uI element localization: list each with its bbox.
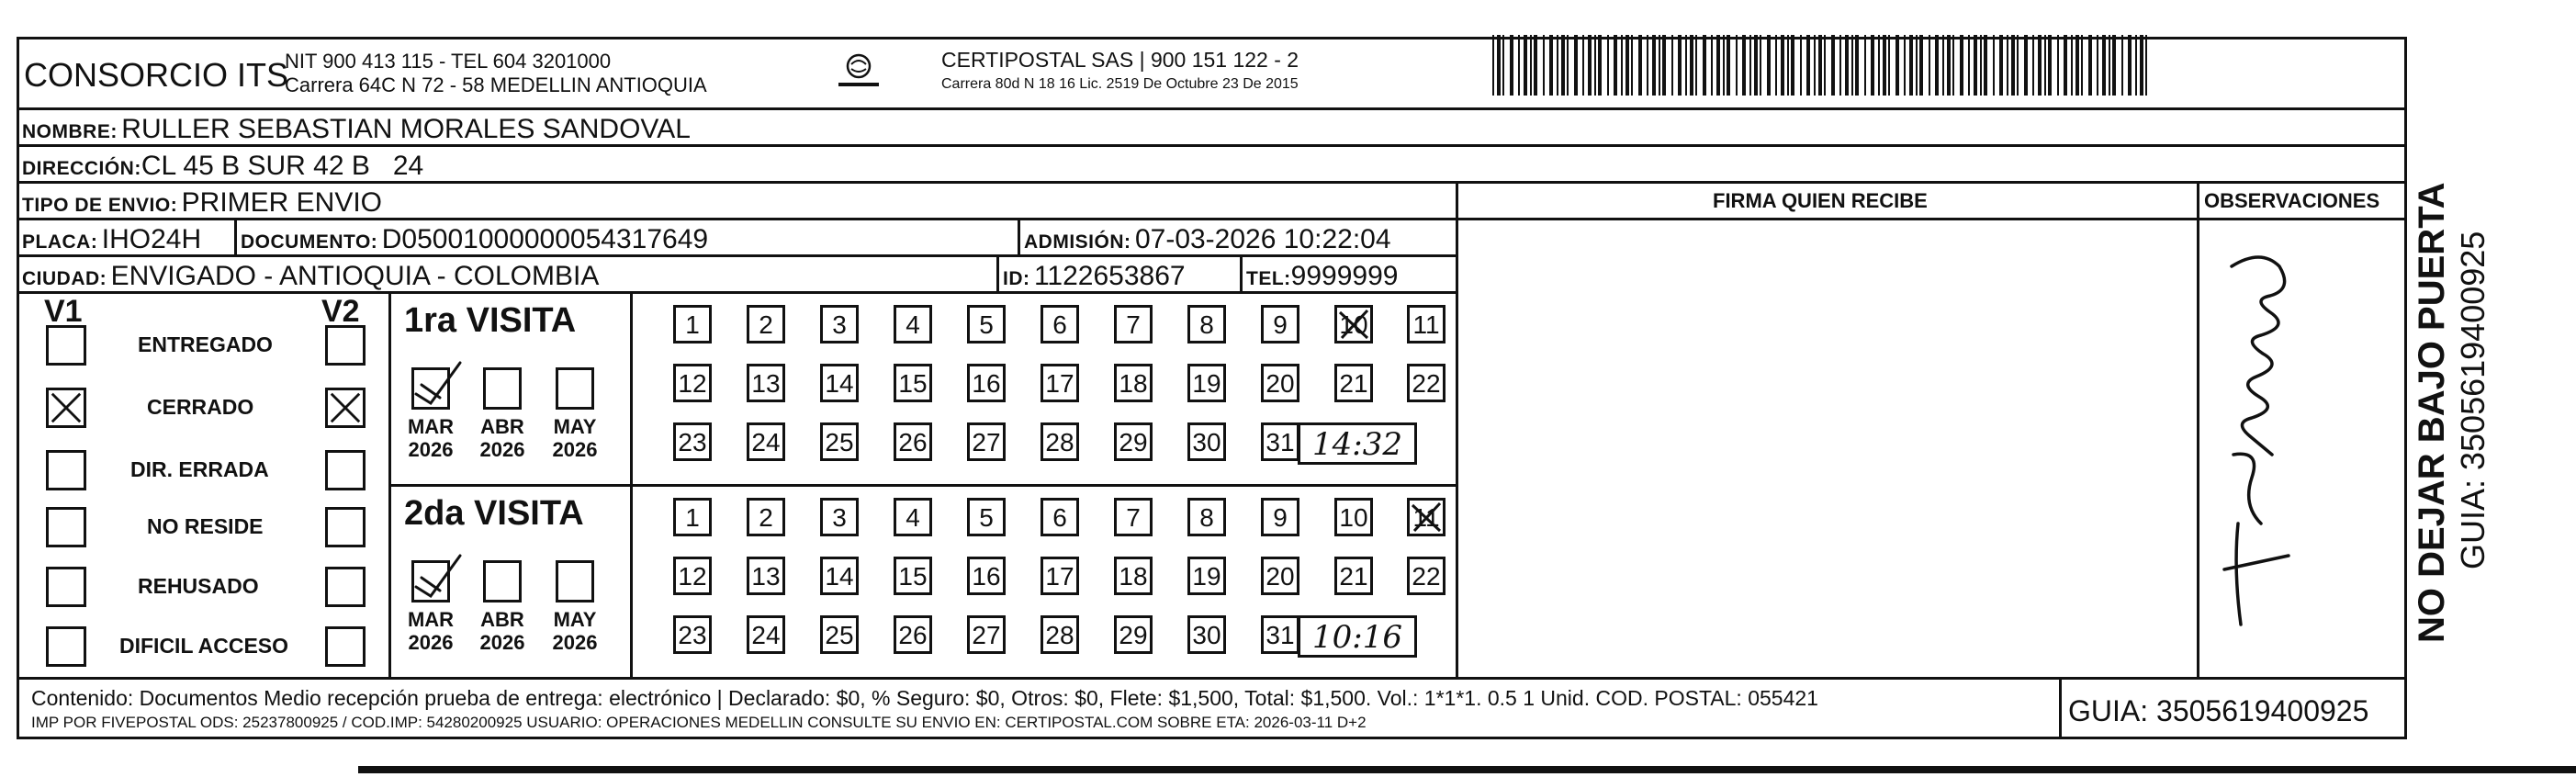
observaciones-header: OBSERVACIONES [2204, 189, 2380, 212]
first-visit-day-box[interactable]: 26 [894, 422, 932, 461]
barcode-bar [2071, 35, 2073, 96]
first-visit-day-box[interactable]: 6 [1041, 305, 1079, 343]
barcode-bar [1685, 35, 1687, 96]
first-visit-month-label: ABR 2026 [479, 415, 525, 462]
barcode-bar [1952, 35, 1954, 96]
barcode-bar [1754, 35, 1758, 96]
barcode-bar [2102, 35, 2106, 96]
tipo-value: PRIMER ENVIO [181, 187, 383, 218]
barcode-bar [1567, 35, 1569, 96]
v2-label: V2 [321, 294, 360, 329]
certipostal-logo [831, 46, 886, 101]
second-visit-month-checkbox[interactable] [483, 560, 522, 602]
first-visit-month-checkbox[interactable] [411, 367, 450, 410]
barcode-bar [1502, 35, 1504, 96]
second-visit-day-box[interactable]: 23 [673, 615, 712, 654]
first-visit-day-box[interactable]: 24 [747, 422, 785, 461]
handwritten-signature [2206, 239, 2316, 661]
barcode-bar [1607, 35, 1609, 96]
first-visit-month-checkbox[interactable] [556, 367, 594, 410]
first-visit-day-box[interactable]: 25 [820, 422, 859, 461]
barcode-bar [1839, 35, 1841, 96]
second-visit-day-box[interactable]: 30 [1187, 615, 1226, 654]
second-visit-day-box[interactable]: 24 [747, 615, 785, 654]
second-visit-day-box[interactable]: 19 [1187, 557, 1226, 595]
status-option-label: REHUSADO [138, 574, 259, 598]
barcode-bar [1549, 35, 1553, 96]
id-row: ID: 1122653867 [1003, 261, 1186, 291]
barcode-bar [1518, 35, 1520, 96]
barcode-bar [1775, 35, 1777, 96]
v2-checkbox[interactable] [325, 325, 366, 366]
barcode-bar [2057, 35, 2059, 96]
first-visit-day-box[interactable]: 4 [894, 305, 932, 343]
first-visit-day-box[interactable]: 2 [747, 305, 785, 343]
barcode-bar [1662, 35, 1666, 96]
barcode-bar [2075, 35, 2079, 96]
barcode-bar [1999, 35, 2003, 96]
barcode-bar [1695, 35, 1697, 96]
second-visit-day-box[interactable]: 26 [894, 615, 932, 654]
barcode-bar [1561, 35, 1565, 96]
second-visit-day-box[interactable]: 12 [673, 557, 712, 595]
second-visit-month-label: MAY 2026 [552, 608, 598, 655]
barcode-bar [1621, 35, 1623, 96]
barcode-bar [2081, 35, 2083, 96]
first-visit-day-box[interactable]: 8 [1187, 305, 1226, 343]
barcode-bar [1638, 35, 1642, 96]
barcode-bar [1993, 35, 1995, 96]
bottom-rule [358, 766, 2576, 773]
second-visit-day-box[interactable]: 17 [1041, 557, 1079, 595]
first-visit-day-box[interactable]: 15 [894, 364, 932, 402]
barcode-bar [2044, 35, 2046, 96]
second-visit-day-box[interactable]: 31 [1261, 615, 1299, 654]
company-nit: NIT 900 413 115 - TEL 604 3201000 [285, 50, 612, 73]
first-visit-day-selected[interactable]: 10 [1334, 305, 1373, 343]
barcode-bar [1760, 35, 1761, 96]
barcode-bar [1767, 35, 1771, 96]
ciudad-row: CIUDAD: ENVIGADO - ANTIOQUIA - COLOMBIA [22, 261, 600, 291]
barcode-bar [1703, 35, 1706, 96]
tel-row: TEL:9999999 [1246, 261, 1399, 291]
barcode-bar [1659, 35, 1660, 96]
second-visit-month-label: ABR 2026 [479, 608, 525, 655]
second-visit-day-box[interactable]: 27 [967, 615, 1006, 654]
barcode-bar [1935, 35, 1939, 96]
operator-address: Carrera 80d N 18 16 Lic. 2519 De Octubre 23 De 2015 [941, 76, 1299, 92]
barcode-bar [1530, 35, 1532, 96]
second-visit-month-label: MAR 2026 [407, 608, 455, 655]
footer-guia: GUIA: 3505619400925 [2068, 694, 2369, 727]
barcode-bar [2017, 35, 2019, 96]
company-address: Carrera 64C N 72 - 58 MEDELLIN ANTIOQUIA [285, 73, 707, 96]
barcode-bar [1806, 35, 1810, 96]
company-name: CONSORCIO ITS [24, 56, 289, 94]
first-visit-month-checkbox[interactable] [483, 367, 522, 410]
v1-checkbox[interactable] [46, 325, 86, 366]
first-visit-day-box[interactable]: 14 [820, 364, 859, 402]
second-visit-day-box[interactable]: 16 [967, 557, 1006, 595]
barcode-bar [1652, 35, 1656, 96]
second-visit-day-box[interactable]: 9 [1261, 498, 1299, 536]
barcode-bar [1742, 35, 1746, 96]
barcode-bar [1497, 35, 1501, 96]
operator-name: CERTIPOSTAL SAS | 900 151 122 - 2 [941, 48, 1299, 72]
first-visit-month-label: MAR 2026 [407, 415, 455, 462]
barcode-bar [1594, 35, 1596, 96]
direccion-value: CL 45 B SUR 42 B 24 [141, 151, 424, 181]
barcode-bar [1942, 35, 1944, 96]
second-visit-day-box[interactable]: 22 [1407, 557, 1445, 595]
barcode-bar [1851, 35, 1853, 96]
second-visit-day-box[interactable]: 3 [820, 498, 859, 536]
v2-checkbox[interactable] [325, 567, 366, 607]
documento-row: DOCUMENTO: D05001000000054317649 [241, 224, 709, 254]
barcode-bar [1916, 35, 1918, 96]
barcode-bar [2145, 35, 2147, 96]
barcode-bar [1984, 35, 1987, 96]
barcode-bar [1883, 35, 1886, 96]
barcode-bar [2038, 35, 2042, 96]
barcode-bar [2064, 35, 2067, 96]
barcode-bar [1524, 35, 1527, 96]
first-visit-day-box[interactable]: 16 [967, 364, 1006, 402]
id-value: 1122653867 [1033, 261, 1186, 291]
second-visit-title: 2da VISITA [404, 494, 584, 533]
barcode-bar [2140, 35, 2143, 96]
barcode-bar [1845, 35, 1849, 96]
barcode-bar [1824, 35, 1826, 96]
v1-checkbox[interactable] [46, 507, 86, 547]
barcode-bar [1947, 35, 1951, 96]
barcode-bar [1871, 35, 1874, 96]
second-visit-day-box[interactable]: 5 [967, 498, 1006, 536]
barcode-bar [1574, 35, 1578, 96]
barcode-bar [1888, 35, 1890, 96]
first-visit-day-box[interactable]: 23 [673, 422, 712, 461]
first-visit-day-box[interactable]: 1 [673, 305, 712, 343]
barcode-bar [2048, 35, 2052, 96]
barcode-bar [1864, 35, 1866, 96]
first-visit-day-box[interactable]: 5 [967, 305, 1006, 343]
second-visit-day-box[interactable]: 8 [1187, 498, 1226, 536]
barcode-bar [1534, 35, 1537, 96]
v1-checkbox[interactable] [46, 388, 86, 428]
side-guia-text: GUIA: 3505619400925 [2454, 231, 2492, 569]
first-visit-day-box[interactable]: 29 [1114, 422, 1153, 461]
contenido-text: Contenido: Documentos Medio recepción prueba de entrega: electrónico | Declarado: $0, % Seguro: $0, Otros: $0, Flete: $1,500, Total: $1,500. Vol.: 1*1*1. 0.5 1 Unid. COD. POSTAL: 055421 [31, 686, 1818, 710]
first-visit-day-box[interactable]: 3 [820, 305, 859, 343]
barcode-bar [1588, 35, 1592, 96]
first-visit-day-box[interactable]: 19 [1187, 364, 1226, 402]
v1-checkbox[interactable] [46, 626, 86, 667]
tel-value: 9999999 [1290, 261, 1399, 291]
status-option-label: DIR. ERRADA [130, 457, 269, 481]
second-visit-time[interactable]: 10:16 [1298, 615, 1417, 658]
second-visit-month-checkbox[interactable] [556, 560, 594, 602]
first-visit-title: 1ra VISITA [404, 301, 577, 340]
barcode-bar [1736, 35, 1738, 96]
first-visit-day-box[interactable]: 22 [1407, 364, 1445, 402]
first-visit-day-box[interactable]: 11 [1407, 305, 1445, 343]
barcode-bar [1878, 35, 1880, 96]
barcode-bar [1919, 35, 1923, 96]
barcode [1492, 35, 2152, 96]
barcode-bar [1582, 35, 1584, 96]
nombre-value: RULLER SEBASTIAN MORALES SANDOVAL [121, 114, 691, 144]
barcode-bar [2109, 35, 2110, 96]
tipo-row: TIPO DE ENVIO: PRIMER ENVIO [22, 187, 383, 218]
second-visit-day-box[interactable]: 14 [820, 557, 859, 595]
first-visit-day-box[interactable]: 21 [1334, 364, 1373, 402]
barcode-bar [2128, 35, 2132, 96]
barcode-bar [1631, 35, 1633, 96]
status-option-label: DIFICIL ACCESO [119, 634, 289, 658]
second-visit-day-selected[interactable]: 11 [1407, 498, 1445, 536]
barcode-bar [1723, 35, 1725, 96]
v2-checkbox[interactable] [325, 626, 366, 667]
barcode-bar [2032, 35, 2034, 96]
barcode-bar [1791, 35, 1794, 96]
second-visit-day-box[interactable]: 15 [894, 557, 932, 595]
first-visit-day-box[interactable]: 7 [1114, 305, 1153, 343]
barcode-bar [1781, 35, 1784, 96]
barcode-bar [1929, 35, 1930, 96]
barcode-bar [1510, 35, 1513, 96]
first-visit-day-box[interactable]: 28 [1041, 422, 1079, 461]
barcode-bar [1831, 35, 1835, 96]
barcode-bar [1968, 35, 1970, 96]
barcode-bar [1909, 35, 1913, 96]
barcode-bar [2011, 35, 2015, 96]
barcode-bar [1960, 35, 1963, 96]
second-visit-day-box[interactable]: 20 [1261, 557, 1299, 595]
barcode-bar [1818, 35, 1822, 96]
second-visit-day-box[interactable]: 18 [1114, 557, 1153, 595]
first-visit-day-box[interactable]: 20 [1261, 364, 1299, 402]
first-visit-day-box[interactable]: 9 [1261, 305, 1299, 343]
second-visit-day-box[interactable]: 1 [673, 498, 712, 536]
barcode-bar [1647, 35, 1648, 96]
admision-row: ADMISIÓN: 07-03-2026 10:22:04 [1024, 224, 1391, 254]
barcode-bar [1895, 35, 1899, 96]
second-visit-day-box[interactable]: 28 [1041, 615, 1079, 654]
barcode-bar [1614, 35, 1617, 96]
barcode-bar [1543, 35, 1545, 96]
second-visit-day-box[interactable]: 10 [1334, 498, 1373, 536]
barcode-bar [1814, 35, 1816, 96]
no-dejar-text: NO DEJAR BAJO PUERTA [2412, 182, 2452, 643]
barcode-bar [1800, 35, 1802, 96]
second-visit-day-box[interactable]: 25 [820, 615, 859, 654]
documento-value: D05001000000054317649 [381, 224, 709, 254]
v2-checkbox[interactable] [325, 388, 366, 428]
barcode-bar [1980, 35, 1982, 96]
barcode-bar [1904, 35, 1906, 96]
barcode-bar [2121, 35, 2123, 96]
first-visit-day-box[interactable]: 18 [1114, 364, 1153, 402]
barcode-bar [1974, 35, 1977, 96]
direccion-row: DIRECCIÓN:CL 45 B SUR 42 B 24 [22, 151, 424, 181]
first-visit-month-label: MAY 2026 [552, 415, 598, 462]
first-visit-day-box[interactable]: 30 [1187, 422, 1226, 461]
admision-value: 07-03-2026 10:22:04 [1134, 224, 1391, 254]
barcode-bar [1678, 35, 1682, 96]
first-visit-day-box[interactable]: 27 [967, 422, 1006, 461]
imp-text: IMP POR FIVEPOSTAL ODS: 25237800925 / COD.IMP: 54280200925 USUARIO: OPERACIONES MEDELLIN CONSULTE SU ENVIO EN: CERTIPOSTAL.COM SOBRE ETA: 2026-03-11 D+2 [31, 714, 1367, 731]
barcode-bar [1749, 35, 1751, 96]
status-option-label: CERRADO [147, 395, 254, 419]
nombre-row: NOMBRE: RULLER SEBASTIAN MORALES SANDOVAL [22, 114, 691, 144]
barcode-bar [2112, 35, 2116, 96]
placa-row: PLACA: IHO24H [22, 224, 202, 254]
first-visit-day-box[interactable]: 17 [1041, 364, 1079, 402]
first-visit-day-box[interactable]: 31 [1261, 422, 1299, 461]
barcode-bar [1855, 35, 1859, 96]
v2-checkbox[interactable] [325, 507, 366, 547]
second-visit-day-box[interactable]: 21 [1334, 557, 1373, 595]
first-visit-day-box[interactable]: 12 [673, 364, 712, 402]
barcode-bar [2135, 35, 2137, 96]
v1-checkbox[interactable] [46, 567, 86, 607]
placa-value: IHO24H [101, 224, 202, 254]
barcode-bar [1716, 35, 1720, 96]
barcode-bar [2097, 35, 2098, 96]
first-visit-time[interactable]: 14:32 [1298, 422, 1417, 465]
status-option-label: NO RESIDE [147, 514, 264, 538]
second-visit-day-box[interactable]: 7 [1114, 498, 1153, 536]
barcode-bar [1727, 35, 1730, 96]
barcode-bar [2088, 35, 2092, 96]
status-option-label: ENTREGADO [138, 332, 273, 356]
v1-checkbox[interactable] [46, 450, 86, 490]
barcode-bar [1492, 35, 1494, 96]
second-visit-month-checkbox[interactable] [411, 560, 450, 602]
barcode-bar [2024, 35, 2028, 96]
first-visit-day-box[interactable]: 13 [747, 364, 785, 402]
firma-header: FIRMA QUIEN RECIBE [1713, 189, 1928, 212]
second-visit-day-box[interactable]: 6 [1041, 498, 1079, 536]
barcode-bar [1598, 35, 1602, 96]
v1-label: V1 [44, 294, 83, 329]
second-visit-day-box[interactable]: 4 [894, 498, 932, 536]
second-visit-day-box[interactable]: 2 [747, 498, 785, 536]
second-visit-day-box[interactable]: 13 [747, 557, 785, 595]
second-visit-day-box[interactable]: 29 [1114, 615, 1153, 654]
barcode-bar [1690, 35, 1693, 96]
barcode-bar [1787, 35, 1789, 96]
barcode-bar [1557, 35, 1558, 96]
barcode-bar [1711, 35, 1713, 96]
barcode-bar [1671, 35, 1673, 96]
barcode-bar [2007, 35, 2008, 96]
v2-checkbox[interactable] [325, 450, 366, 490]
barcode-bar [1625, 35, 1629, 96]
ciudad-value: ENVIGADO - ANTIOQUIA - COLOMBIA [110, 261, 600, 291]
